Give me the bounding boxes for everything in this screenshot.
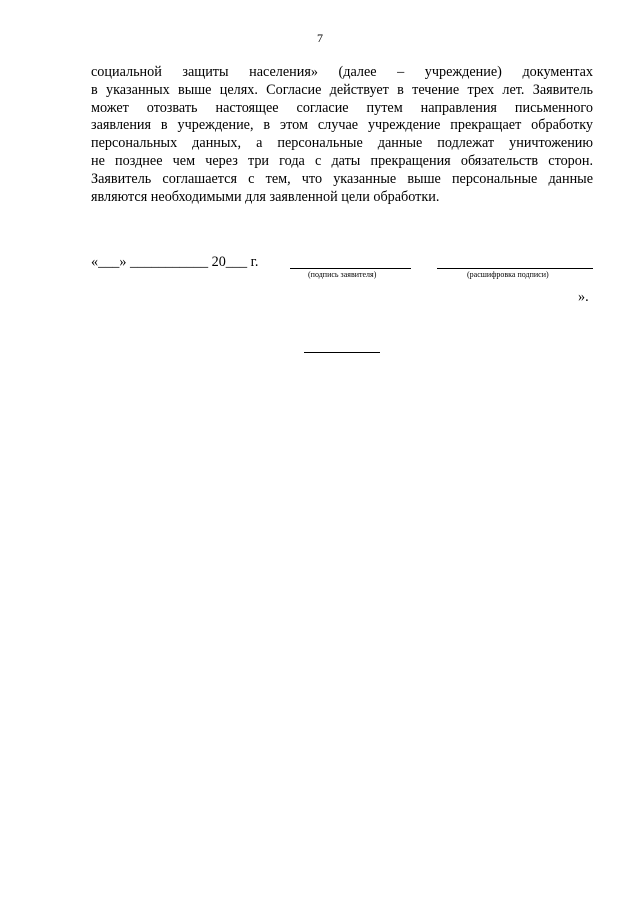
signature-decode-line: [437, 268, 593, 269]
paragraph-line: может отозвать настоящее согласие путем направления письменного: [91, 99, 593, 116]
paragraph-line: не позднее чем через три года с даты прекращения обязательств сторон.: [91, 152, 593, 169]
paragraph-line: в указанных выше целях. Согласие действует в течение трех лет. Заявитель: [91, 81, 593, 98]
paragraph-line: персональных данных, а персональные данные подлежат уничтожению: [91, 135, 593, 152]
paragraph-line: социальной защиты населения» (далее – учреждение) документах: [91, 64, 593, 80]
paragraph-line: являются необходимыми для заявленной цели обработки.: [91, 188, 440, 205]
consent-paragraph: [91, 64, 593, 206]
signature-caption: (подпись заявителя): [308, 270, 377, 279]
signature-decode-caption: (расшифровка подписи): [467, 270, 549, 279]
page-number: 7: [317, 31, 323, 45]
signature-line: [290, 268, 411, 269]
closing-quote: ».: [578, 289, 589, 305]
paragraph-line: Заявитель соглашается с тем, что указанные выше персональные данные: [91, 170, 593, 187]
date-field: «___» ___________ 20___ г.: [91, 254, 259, 270]
end-divider: [304, 352, 380, 353]
paragraph-line: заявления в учреждение, в этом случае учреждение прекращает обработку: [91, 117, 593, 134]
